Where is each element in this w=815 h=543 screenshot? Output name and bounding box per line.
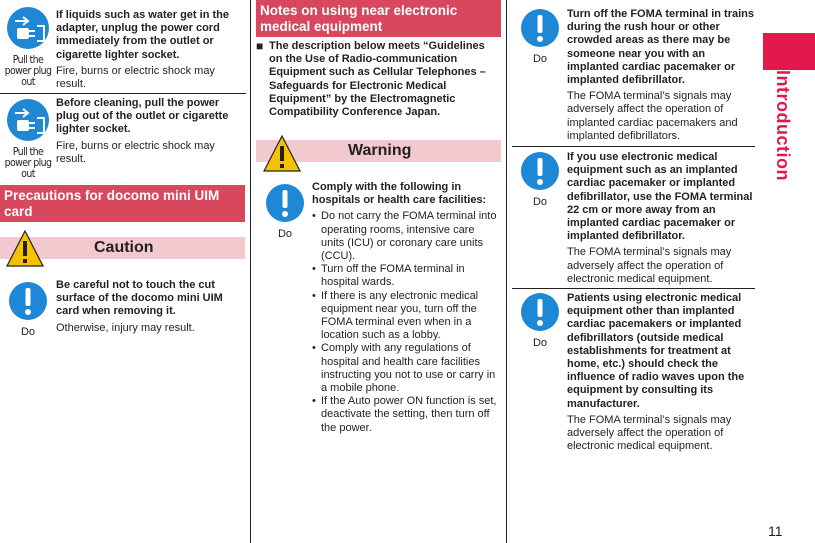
- train-heading: Turn off the FOMA terminal in trains during the rush hour or other crowded areas as there may be someone near you with an implanted cardiac pacemaker or implanted defibrillator.: [567, 8, 754, 87]
- unplug-entry-text: [56, 97, 244, 166]
- uim-heading: Be careful not to touch the cut surface of the docomo mini UIM card when removing it.: [56, 279, 223, 318]
- exclamation-do-icon: [265, 183, 305, 223]
- power-plug-icon: [6, 6, 50, 50]
- warning-label: Warning: [348, 142, 412, 159]
- uim-body: Otherwise, injury may result.: [56, 321, 195, 334]
- warning-bar-wrap: [256, 132, 501, 176]
- unplug-body: Fire, burns or electric shock may result.: [56, 139, 215, 165]
- column-1: [0, 0, 246, 338]
- hospital-do-entry: [256, 180, 502, 450]
- page-number: 11: [768, 523, 783, 539]
- do-icon-wrap: [518, 8, 562, 66]
- list-item: • If there is any electronic medical equipment near you, turn off the FOMA terminal even when in a location such as a lobby.: [312, 290, 500, 343]
- hospital-bullet-list: [312, 210, 500, 434]
- unplug-icon-wrap: [3, 6, 53, 88]
- pacemaker-heading: If you use electronic medical equipment such as an implanted cardiac pacemaker or implanted defibrillator, use the FOMA terminal 22 cm or more away from an implanted cardiac pacemaker or implanted defibrillator.: [567, 151, 753, 243]
- do-icon-wrap: [518, 151, 562, 209]
- exclamation-do-icon: [520, 151, 560, 191]
- intro-text: The description below meets “Guidelines on the Use of Radio-communication Equipment such as Cellular Telephones – Safeguards for Electronic Medical Equipment” by the Electromagnetic Compatibility Conference Japan.: [269, 40, 486, 119]
- list-item: • Turn off the FOMA terminal in hospital wards.: [312, 263, 500, 289]
- pacemaker-body: The FOMA terminal’s signals may adversely affect the operation of electronic medical equipment.: [567, 246, 732, 285]
- column-divider-left: [250, 0, 251, 543]
- do-icon-wrap: [6, 281, 50, 339]
- unplug-entry-cleaning: [0, 94, 246, 184]
- chapter-title: [763, 70, 815, 200]
- exclamation-do-icon: [520, 8, 560, 48]
- home-medical-body: The FOMA terminal’s signals may adversely affect the operation of electronic medical equipment.: [567, 413, 732, 453]
- train-body: The FOMA terminal’s signals may adversely affect the operation of implanted cardiac pacemakers and implanted defibrillators.: [567, 90, 738, 142]
- do-label: Do: [532, 196, 548, 208]
- hospital-entry-text: [312, 181, 500, 435]
- do-icon-wrap: [263, 183, 307, 241]
- list-item: • Do not carry the FOMA terminal into operating rooms, intensive care units (ICU) or coronary care units (CCU).: [312, 210, 500, 263]
- unplug-entry-liquids: [0, 0, 246, 92]
- column-divider-right: [506, 0, 507, 543]
- chapter-tab: [763, 33, 815, 70]
- unplug-icon-wrap: [3, 98, 53, 180]
- home-medical-entry-text: [567, 292, 755, 453]
- do-icon-wrap: [518, 292, 562, 350]
- train-do-entry: [512, 0, 755, 145]
- chapter-title-text: Introduction: [773, 70, 793, 181]
- do-label: Do: [20, 326, 36, 338]
- unplug-icon-label: Pull the power plug out: [4, 146, 52, 180]
- do-label: Do: [532, 337, 548, 349]
- uim-section-title: Precautions for docomo mini UIM card: [0, 185, 245, 222]
- warning-triangle-icon: [262, 134, 302, 174]
- pacemaker-entry-text: [567, 151, 755, 286]
- train-entry-text: [567, 8, 755, 143]
- caution-label: Caution: [94, 239, 154, 256]
- exclamation-do-icon: [8, 281, 48, 321]
- uim-do-entry: [0, 278, 246, 348]
- do-label: Do: [277, 228, 293, 240]
- unplug-body: Fire, burns or electric shock may result.: [56, 64, 215, 91]
- power-plug-icon: [6, 98, 50, 142]
- intro-paragraph: [256, 40, 496, 119]
- intro-marker: ■: [256, 39, 264, 53]
- unplug-heading: Before cleaning, pull the power plug out of the outlet or cigarette lighter socket.: [56, 97, 229, 136]
- home-medical-heading: Patients using electronic medical equipment other than implanted cardiac pacemakers or implanted defibrillators (outside medical establishments for treatment at home, etc.) should check the influence of radio waves upon the equipment by consulting its manufacturer.: [567, 292, 745, 410]
- caution-bar-wrap: [0, 228, 245, 272]
- unplug-heading: If liquids such as water get in the adapter, unplug the power cord immediately from the outlet or cigarette lighter socket.: [56, 9, 229, 61]
- exclamation-do-icon: [520, 292, 560, 332]
- list-item: • If the Auto power ON function is set, deactivate the setting, then turn off the power.: [312, 395, 500, 435]
- home-medical-do-entry: [512, 289, 755, 464]
- hospital-heading: Comply with the following in hospitals or health care facilities:: [312, 181, 487, 207]
- uim-entry-text: [56, 279, 244, 335]
- unplug-icon-label: Pull the power plug out: [4, 54, 52, 88]
- unplug-entry-text: [56, 9, 244, 91]
- pacemaker-do-entry: [512, 147, 755, 287]
- list-item: • Comply with any regulations of hospital and health care facilities instructing you not to use or carry in a mobile phone.: [312, 342, 500, 395]
- caution-triangle-icon: [5, 229, 45, 269]
- do-label: Do: [532, 53, 548, 65]
- medical-section-title: Notes on using near electronic medical equipment: [256, 0, 501, 37]
